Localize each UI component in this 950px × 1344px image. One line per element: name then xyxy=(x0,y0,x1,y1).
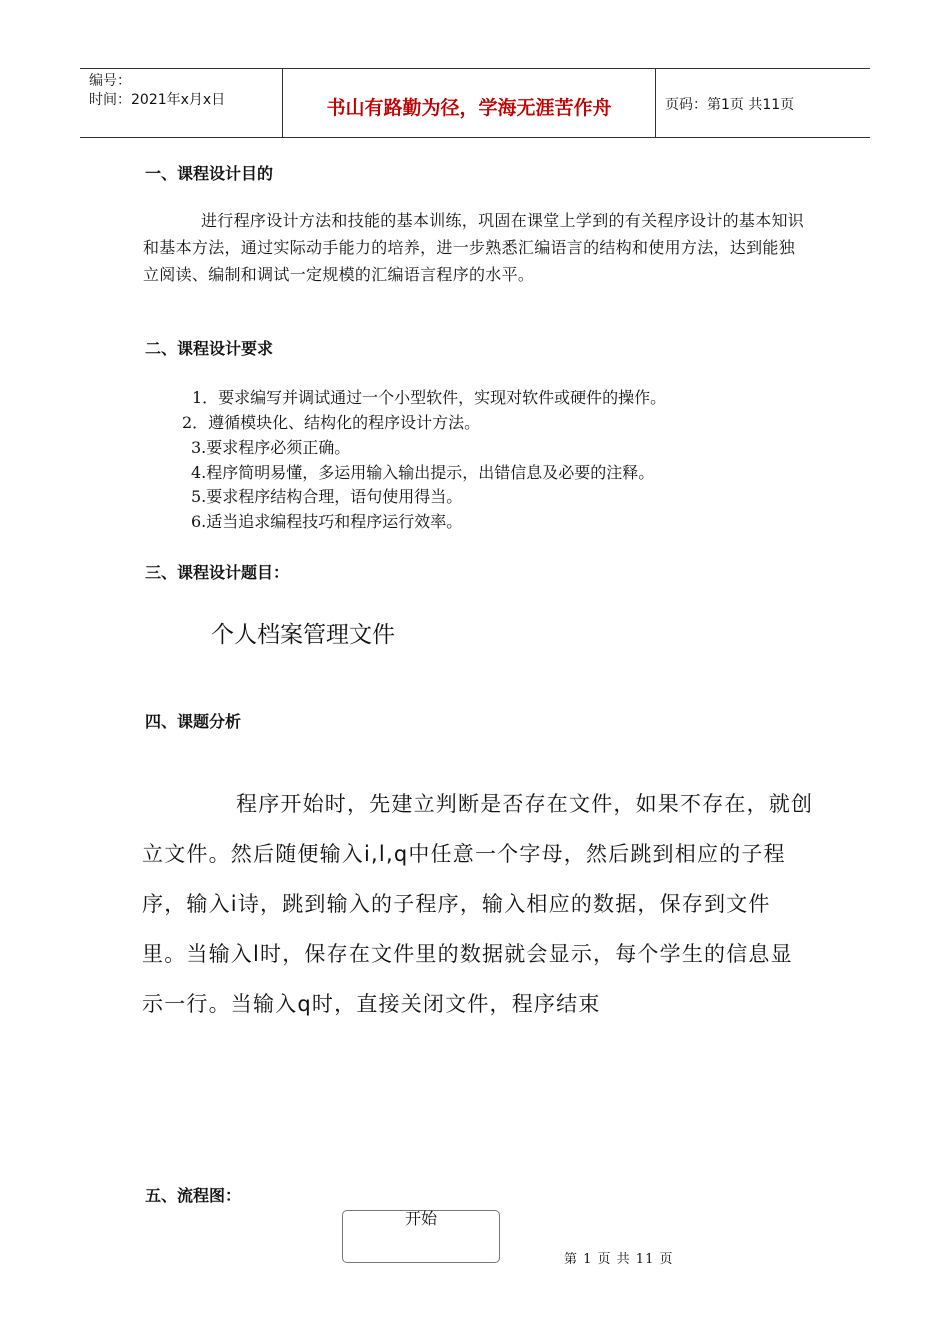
section-4-text: 程序开始时，先建立判断是否存在文件，如果不存在，就创立文件。然后随便输入i,l,q中任意一个字母，然后跳到相应的子程序，输入i诗，跳到输入的子程序，输入相应的数据，保存到文件里。当输入l时，保存在文件里的数据就会显示，每个学生的信息显示一行。当输入q时，直接关闭文件，程序结束 xyxy=(142,792,814,1016)
section-5-title: 五、流程图： xyxy=(145,1186,242,1205)
requirement-item: 5.要求程序结构合理，语句使用得当。 xyxy=(191,487,463,506)
requirement-item: 2．遵循模块化、结构化的程序设计方法。 xyxy=(182,413,481,432)
number-label: 编号： xyxy=(89,73,131,89)
section-1-text: 进行程序设计方法和技能的基本训练，巩固在课堂上学到的有关程序设计的基本知识和基本方法，通过实际动手能力的培养，进一步熟悉汇编语言的结构和使用方法，达到能独立阅读、编制和调试一定规模的汇编语言程序的水平。 xyxy=(143,211,805,284)
header-page-info: 页码：第1页 共11页 xyxy=(665,97,795,113)
section-3-title: 三、课程设计题目： xyxy=(145,563,290,582)
topic-title: 个人档案管理文件 xyxy=(211,622,395,648)
header-meta xyxy=(80,69,282,137)
header-table xyxy=(80,68,870,138)
requirement-item: 1．要求编写并调试通过一个小型软件，实现对软件或硬件的操作。 xyxy=(192,388,667,407)
section-4-title: 四、课题分析 xyxy=(145,712,242,731)
requirement-item: 3.要求程序必须正确。 xyxy=(191,438,351,457)
page-footer: 第 1 页 共 11 页 xyxy=(564,1252,674,1267)
flowchart-start-label: 开始 xyxy=(404,1209,437,1228)
header-motto: 书山有路勤为径，学海无涯苦作舟 xyxy=(282,69,656,137)
requirement-item: 6.适当追求编程技巧和程序运行效率。 xyxy=(191,512,463,531)
requirement-item: 4.程序简明易懂，多运用输入输出提示，出错信息及必要的注释。 xyxy=(191,463,655,482)
section-2-title: 二、课程设计要求 xyxy=(145,339,274,358)
flowchart-start-node xyxy=(342,1210,500,1263)
time-label: 时间：2021年x月x日 xyxy=(89,92,226,108)
section-1-title: 一、课程设计目的 xyxy=(145,164,274,183)
